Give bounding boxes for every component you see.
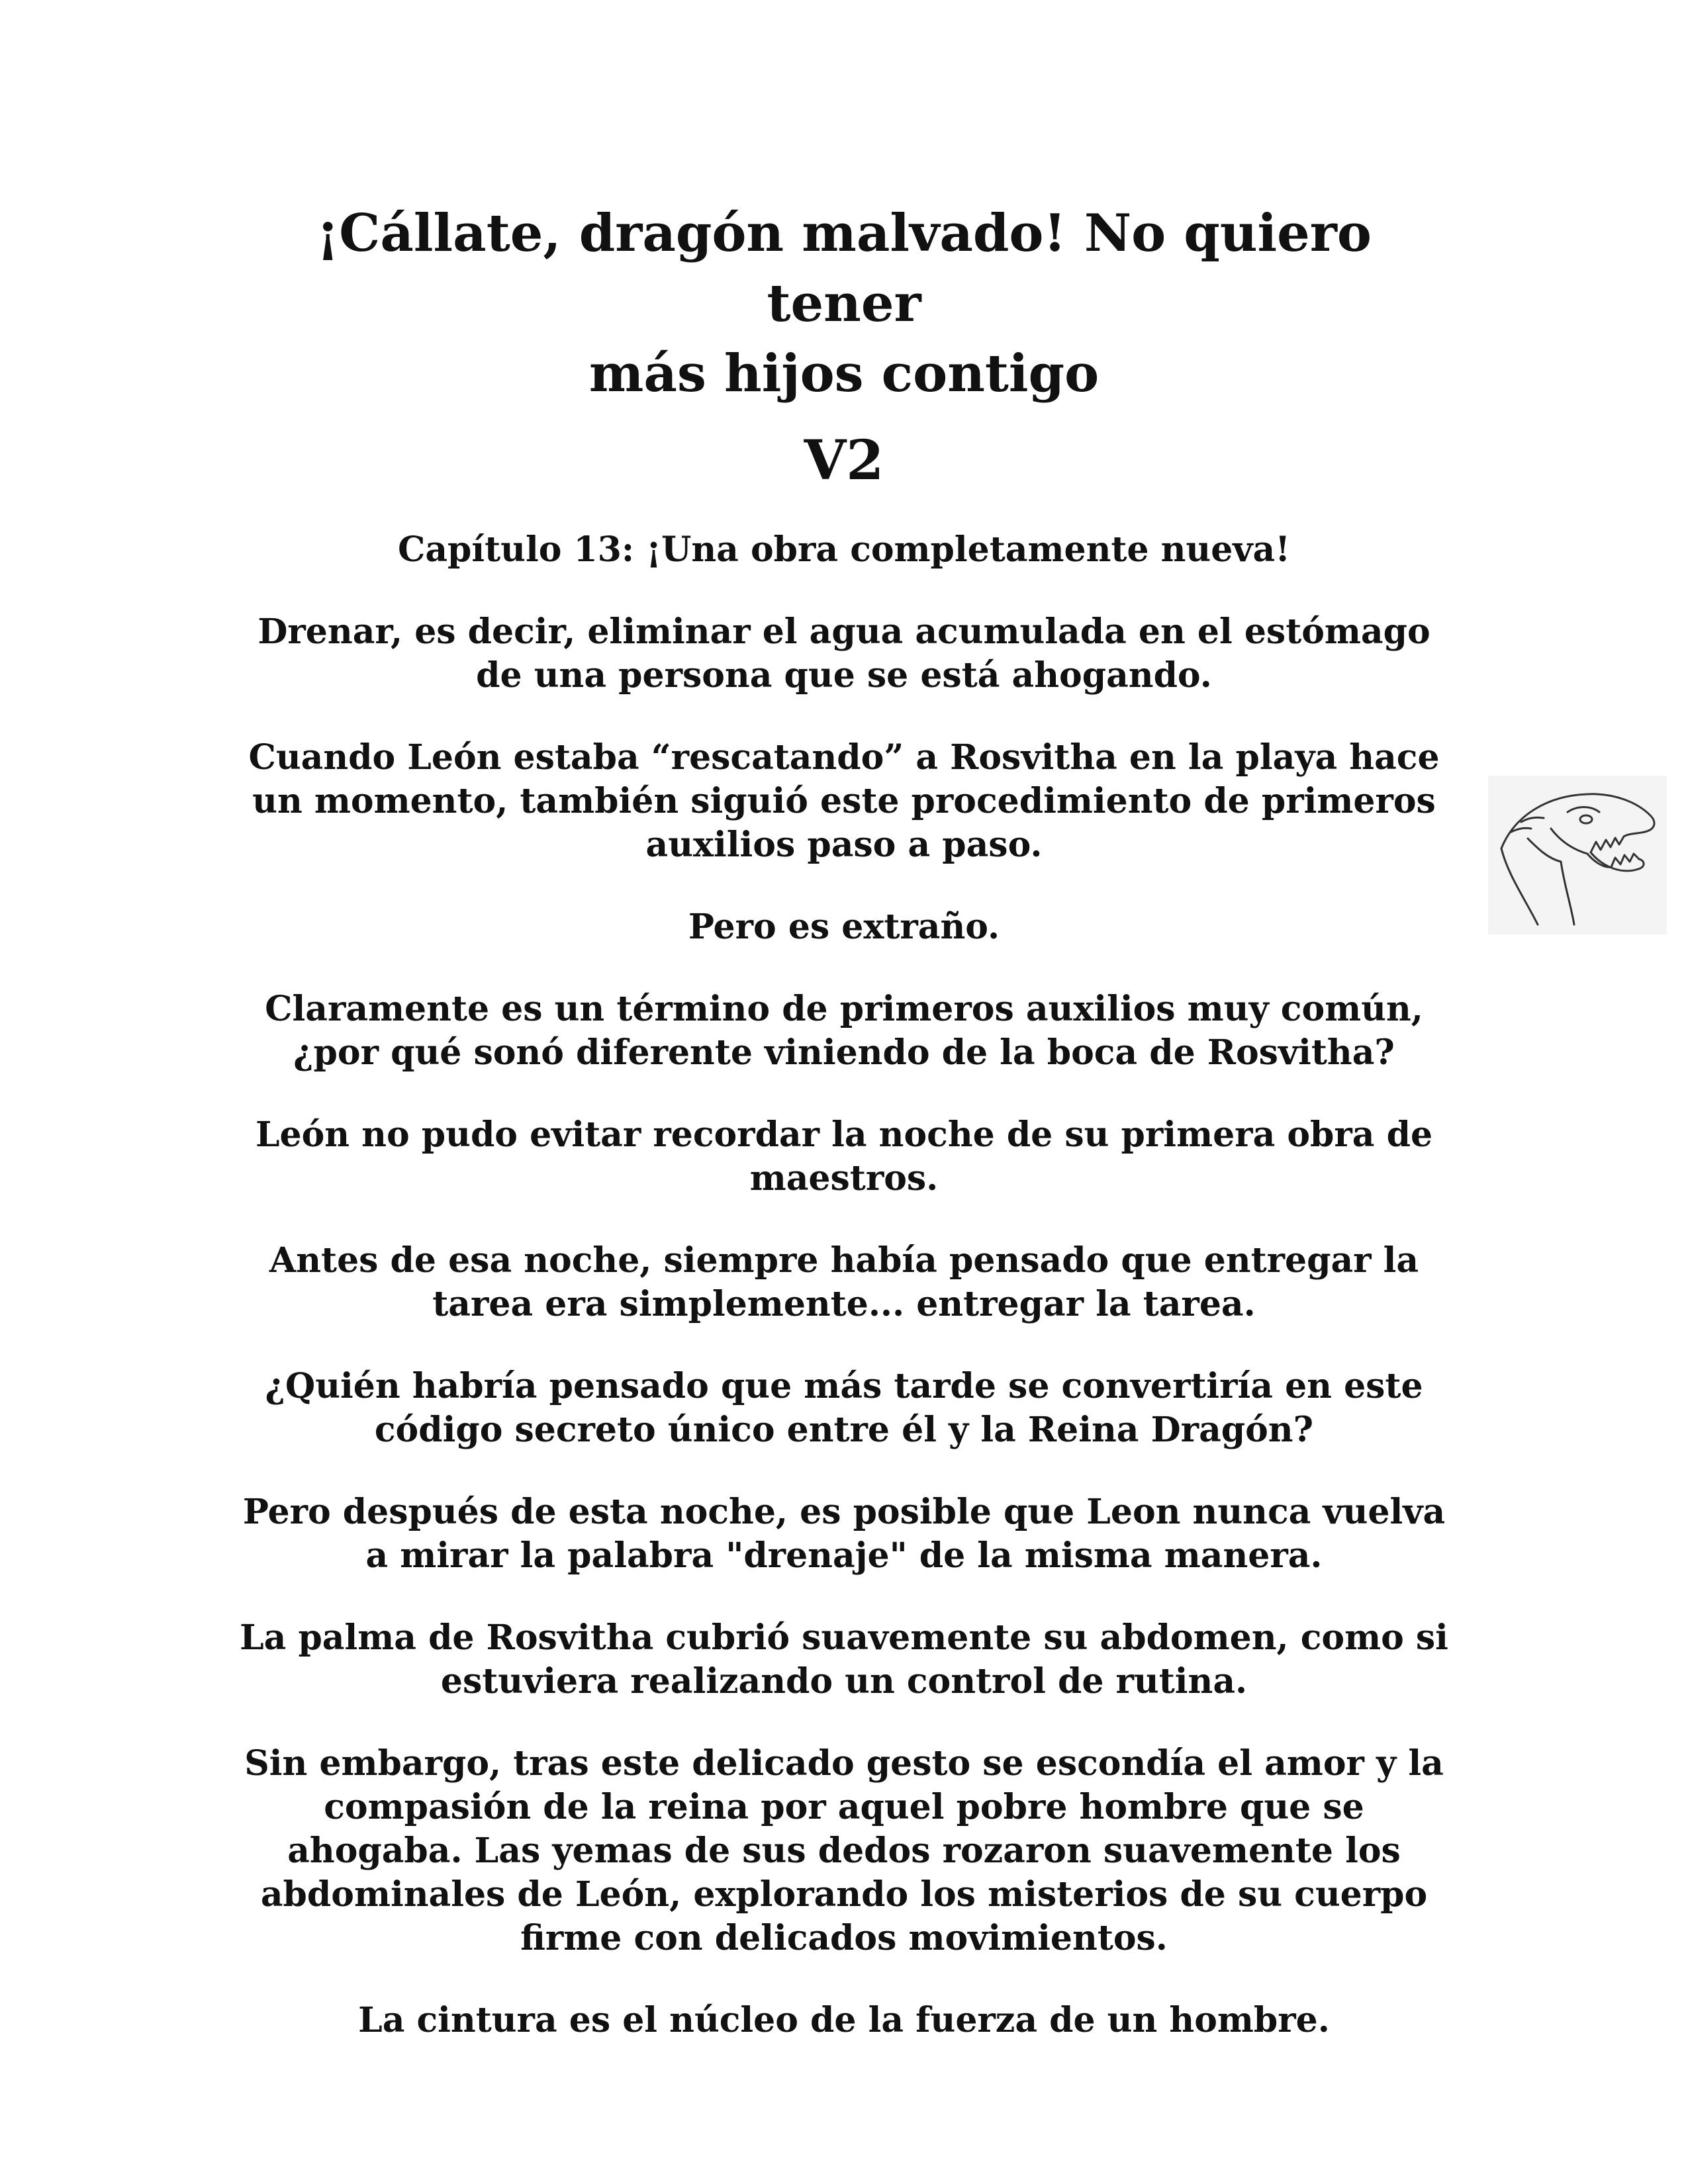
title-line-2: más hijos contigo — [588, 343, 1100, 404]
paragraph-5: León no pudo evitar recordar la noche de su primera obra de maestros. — [255, 1115, 1433, 1199]
version-label: V2 — [804, 429, 884, 492]
document-page — [238, 199, 1450, 2042]
paragraph-10: Sin embargo, tras este delicado gesto se escondía el amor y la compasión de la reina por aquel pobre hombre que se ahogaba. Las yemas de sus dedos rozaron suavemente los abdominales de León, explorando los misterios de su cuerpo firme con delicados movimientos. — [244, 1743, 1444, 1958]
paragraph-1: Drenar, es decir, eliminar el agua acumulada en el estómago de una persona que se está ahogando. — [258, 612, 1430, 696]
paragraph-8: Pero después de esta noche, es posible que Leon nunca vuelva a mirar la palabra "drenaje" de la misma manera. — [242, 1492, 1446, 1576]
dinosaur-head-icon — [1488, 776, 1667, 934]
paragraph-6: Antes de esa noche, siempre había pensado que entregar la tarea era simplemente... entregar la tarea. — [269, 1240, 1419, 1324]
paragraph-7: ¿Quién habría pensado que más tarde se convertiría en este código secreto único entre él y la Reina Dragón? — [265, 1366, 1423, 1450]
title-line-1: ¡Cállate, dragón malvado! No quiero tener — [316, 203, 1372, 334]
paragraph-11: La cintura es el núcleo de la fuerza de un hombre. — [358, 2000, 1330, 2040]
paragraph-2: Cuando León estaba “rescatando” a Rosvitha en la playa hace un momento, también siguió este procedimiento de primeros auxilios paso a paso. — [248, 737, 1440, 865]
document-title — [238, 199, 1450, 409]
chapter-heading: Capítulo 13: ¡Una obra completamente nueva! — [397, 529, 1291, 570]
paragraph-4: Claramente es un término de primeros auxilios muy común, ¿por qué sonó diferente viniendo de la boca de Rosvitha? — [265, 989, 1423, 1073]
paragraph-9: La palma de Rosvitha cubrió suavemente su abdomen, como si estuviera realizando un control de rutina. — [240, 1617, 1448, 1702]
paragraph-3: Pero es extraño. — [688, 907, 1000, 947]
